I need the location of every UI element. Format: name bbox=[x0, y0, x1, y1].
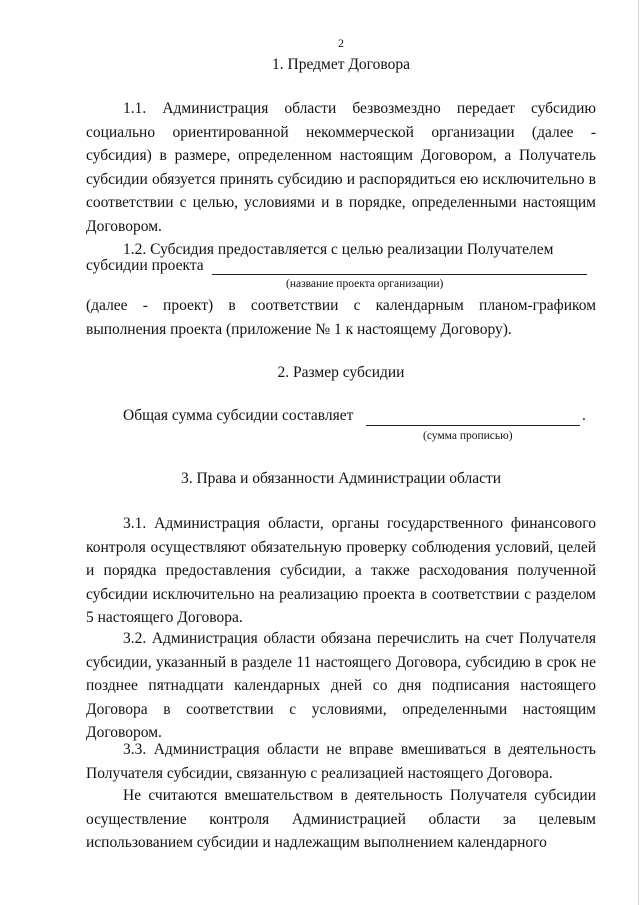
subsidy-amount-caption: (сумма прописью) bbox=[423, 430, 513, 442]
paragraph-3-1 bbox=[86, 512, 596, 630]
subsidy-amount-blank bbox=[366, 425, 580, 426]
section-3-heading: 3. Права и обязанности Администрации области bbox=[180, 470, 502, 487]
section-1-heading: 1. Предмет Договора bbox=[272, 56, 410, 73]
page-number: 2 bbox=[338, 36, 344, 50]
paragraph-3-2 bbox=[86, 627, 596, 745]
paragraph-3-2-text: 3.2. Администрация области обязана перечислить на счет Получателя субсидии, указанный в разделе 11 настоящего Договора, субсидию в срок не позднее пятнадцати календарных дней со дня подписания настоящего Договора в соответствии с условиями, определенными настоящим Договором. bbox=[86, 630, 596, 741]
paragraph-3-1-text: 3.1. Администрация области, органы государственного финансового контроля осуществляют обязательную проверку соблюдения условий, целей и порядка предоставления субсидии, а также расходования полученной субсидии исключительно на реализацию проекта в соответствии с разделом 5 настоящего Договора. bbox=[86, 515, 596, 626]
paragraph-1-1-text: 1.1. Администрация области безвозмездно передает субсидию социально ориентированной некоммерческой организации (далее - субсидия) в размере, определенном настоящим Договором, а Получатель субсидии обязуется принять субсидию и распорядиться ею исключительно в соответствии с целью, условиями и в порядке, определенными настоящим Договором. bbox=[86, 100, 596, 235]
subsidy-amount-period: . bbox=[582, 407, 586, 424]
paragraph-3-4-text: Не считаются вмешательством в деятельность Получателя субсидии осуществление контроля Администрацией области за целевым использованием субсидии и надлежащим выполнением календарного bbox=[86, 787, 596, 851]
paragraph-3-3 bbox=[86, 738, 596, 785]
project-name-caption: (название проекта организации) bbox=[286, 278, 444, 290]
paragraph-1-1 bbox=[86, 97, 596, 238]
paragraph-3-4 bbox=[86, 784, 596, 855]
paragraph-1-2-line2: субсидии проекта bbox=[86, 257, 204, 274]
section-2-heading: 2. Размер субсидии bbox=[277, 364, 405, 381]
paragraph-1-2-rest: (далее - проект) в соответствии с календарным планом-графиком выполнения проекта (приложение № 1 к настоящему Договору). bbox=[86, 297, 596, 338]
subsidy-amount-label: Общая сумма субсидии составляет bbox=[123, 407, 354, 424]
paragraph-3-3-text: 3.3. Администрация области не вправе вмешиваться в деятельность Получателя субсидии, связанную с реализацией настоящего Договора. bbox=[86, 741, 596, 782]
project-name-blank bbox=[212, 274, 587, 275]
paragraph-1-2-line1-text: 1.2. Субсидия предоставляется с целью реализации Получателем bbox=[123, 241, 554, 258]
